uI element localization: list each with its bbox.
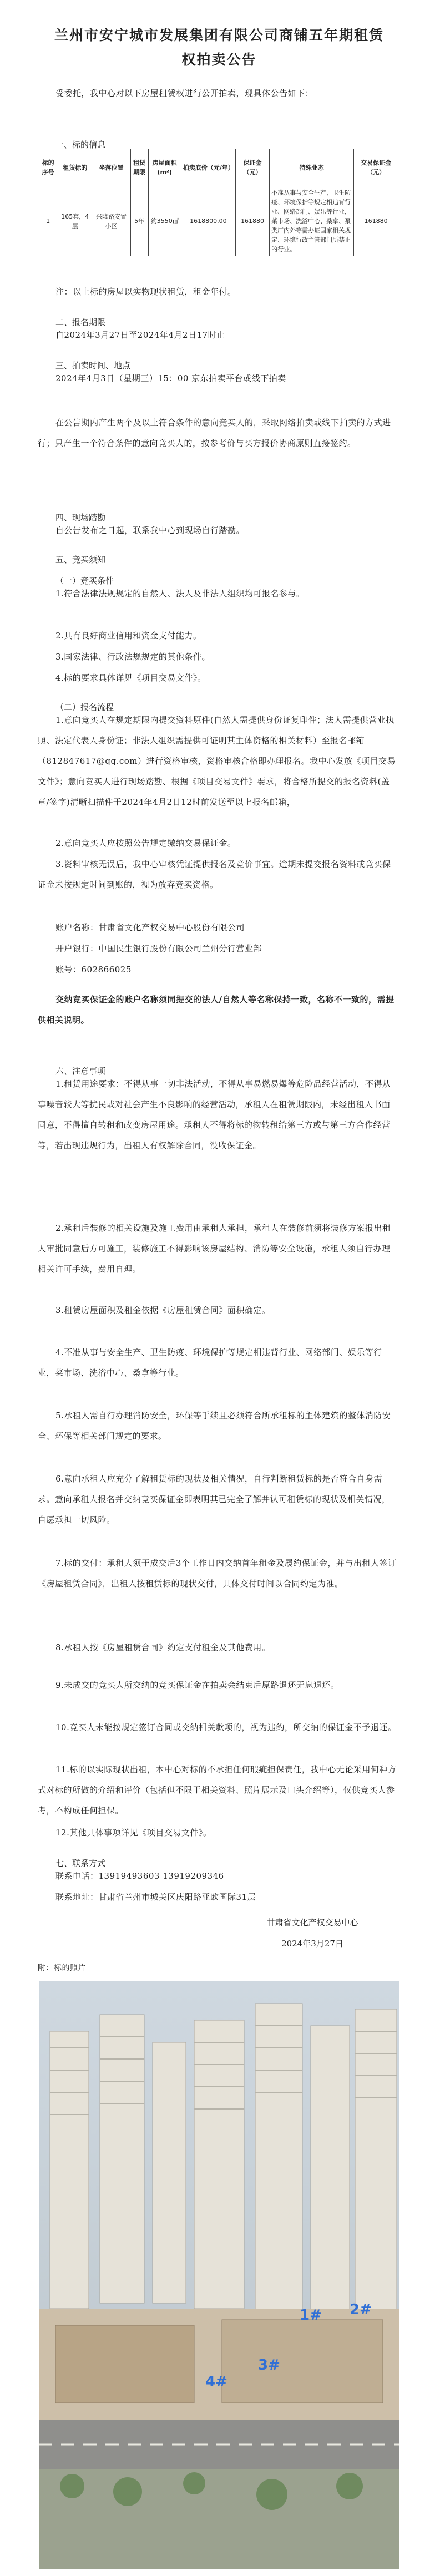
process-item: 1.意向竞买人在规定期限内提交资料原件(自然人需提供身份证复印件；法人需提供营业执照、法定代表人身份证；非法人组织需提供可证明其主体资格的相关材料）至报名邮箱（812847617@qq.com）进行资格审核，资格审核合格即办理报名。我中心发放《项目交易文件》；意向竞买人进行现场踏勘、根据《项目交易文件》要求，将合格所提交的报名资料(盖章/签字)清晰扫描件于2024年4月2日12时前发送至以上报名邮箱，: [38, 715, 396, 807]
table-header-cell: 租赁标的: [58, 149, 92, 186]
notice-item: 6.意向承租人应充分了解租赁标的现状及相关情况，自行判断租赁标的是否符合自身需求。意向承租人报名并交纳竞买保证金即表明其已完全了解并认可租赁标的现状及相关情况，自愿承担一切风险。: [38, 1474, 391, 1525]
table-cell: 1618800.00: [181, 186, 235, 256]
notice-item: 2.承租后装修的相关设施及施工费用由承租人承担，承租人在装修前须将装修方案报出租人审批同意后方可施工，装修施工不得影响该房屋结构、消防等安全设施，承租人须自行办理相关许可手续，费用自理。: [38, 1223, 391, 1274]
table-header-row: [38, 149, 398, 186]
table-header-cell: 房屋面积(m²): [148, 149, 181, 186]
inspection-text: 自公告发布之日起，联系我中心到现场自行踏勘。: [55, 525, 245, 535]
process-item: 2.意向竞买人应按照公告规定缴纳交易保证金。: [55, 838, 236, 848]
condition-item: 3.国家法律、行政法规规定的其他条件。: [55, 652, 210, 662]
notice-item: 9.未成交的竞买人所交纳的竞买保证金在拍卖会结束后原路退还无息退还。: [55, 1680, 340, 1690]
contact-phone: 联系电话：13919493603 13919209346: [55, 1871, 224, 1881]
account-number: 账号：602866025: [55, 965, 132, 975]
section-heading-contact: 七、联系方式: [55, 1858, 106, 1868]
table-cell: 5年: [130, 186, 148, 256]
table-cell: 不准从事与安全生产、卫生防疫、环境保护等规定相违背行业、网络部门、娱乐等行业，菜市场、洗浴中心、桑拿、泵类厂内外等需办证国家相关规定、环境行政主管部门所禁止的行业。: [270, 186, 354, 256]
table-header-cell: 交易保证金（元）: [354, 149, 398, 186]
table-header-cell: 标的序号: [38, 149, 58, 186]
subheading-registration-process: （二）报名流程: [55, 702, 114, 712]
table-cell: 约3550㎡: [148, 186, 181, 256]
signature-date: 2024年3月27日: [281, 1939, 343, 1949]
table-note: 注：以上标的房屋以实物现状租赁，租金年付。: [55, 287, 236, 297]
table-cell: 161880: [354, 186, 398, 256]
table-row: [38, 186, 398, 256]
notice-item: 1.租赁用途要求：不得从事一切非法活动，不得从事易燃易爆等危险品经营活动，不得从事噪音较大等扰民或对社会产生不良影响的经营活动，承租人在租赁期限内，未经出租人书面同意，不得擅自转租和改变房屋用途。承租人不得将标的物转租给第三方或与第三方合作经营等，若出现违规行为，出租人有权解除合同，没收保证金。: [38, 1079, 391, 1150]
table-cell: 161880: [236, 186, 270, 256]
contact-address: 联系地址：甘肃省兰州市城关区庆阳路亚欧国际31层: [55, 1892, 256, 1902]
condition-item: 4.标的要求具体详见《项目交易文件》。: [55, 673, 206, 683]
photo-tag: 1#: [300, 2307, 322, 2324]
section-heading-lot-info: 一、标的信息: [55, 140, 106, 150]
notice-item: 11.标的以实际现状出租，本中心对标的不承担任何瑕疵担保责任，我中心无论采用何种方式对标的所做的介绍和评价（包括但不限于相关资料、照片展示及口头介绍等），仅供竞买人参考，不构成任何担保。: [38, 1764, 397, 1816]
table-cell: 1: [38, 186, 58, 256]
notice-item: 3.租赁房屋面积及租金依据《房屋租赁合同》面积确定。: [55, 1305, 271, 1315]
notice-item: 7.标的交付：承租人须于成交后3个工作日内交纳首年租金及履约保证金，并与出租人签订《房屋租赁合同》，出租人按租赁标的现状交付，具体交付时间以合同约定为准。: [38, 1558, 397, 1589]
photo-tag: 2#: [350, 2301, 372, 2318]
lot-table: [38, 149, 398, 256]
section-heading-auction-time: 三、拍卖时间、地点: [55, 361, 131, 371]
aerial-building-illustration: [39, 1981, 399, 2569]
subheading-conditions: （一）竞买条件: [55, 576, 114, 586]
table-header-cell: 租赁期限: [130, 149, 148, 186]
notice-item: 8.承租人按《房屋租赁合同》约定支付租金及其他费用。: [55, 1642, 271, 1652]
process-item: 3.资料审核无误后，我中心审核凭证提供报名及竞价事宜。逾期未提交报名资料或竞买保证金未按规定时间到账的，视为放弃竞买资格。: [38, 859, 391, 890]
notice-item: 10.竞买人未能按规定签订合同或交纳相关款项的，视为违约，所交纳的保证金不予退还。: [55, 1722, 397, 1732]
photo-tag: 3#: [258, 2357, 280, 2374]
table-header-cell: 保证金（元）: [236, 149, 270, 186]
property-photo: [39, 1981, 399, 2569]
notice-item: 4.不准从事与安全生产、卫生防疫、环境保护等规定相违背行业、网络部门、娱乐等行业，菜市场、洗浴中心、桑拿等行业。: [38, 1347, 382, 1378]
notice-item: 12.其他具体事项详见《项目交易文件》。: [55, 1828, 212, 1838]
section-heading-bidding-notes: 五、竞买须知: [55, 555, 106, 565]
section-heading-inspection: 四、现场踏勘: [55, 513, 106, 523]
account-name: 账户名称：甘肃省文化产权交易中心股份有限公司: [55, 922, 245, 932]
table-header-cell: 坐落位置: [92, 149, 130, 186]
deposit-name-note: 交纳竞买保证金的账户名称须同提交的法人/自然人等名称保持一致，名称不一致的，需提供相关说明。: [38, 995, 395, 1025]
table-cell: 165套，4层: [58, 186, 92, 256]
intro-paragraph: 受委托，我中心对以下房屋租赁权进行公开拍卖，现具体公告如下：: [55, 88, 314, 98]
table-header-cell: 特殊业态: [270, 149, 354, 186]
condition-item: 1.符合法律法规规定的自然人、法人及非法人组织均可报名参与。: [55, 589, 305, 599]
page-title: 兰州市安宁城市发展集团有限公司商铺五年期租赁权拍卖公告: [54, 27, 384, 68]
table-cell: 兴隆路安置小区: [92, 186, 130, 256]
table-header-cell: 拍卖底价（元/年）: [181, 149, 235, 186]
photo-caption: 附：标的照片: [38, 1964, 86, 1972]
section-heading-notices: 六、注意事项: [55, 1066, 106, 1076]
auction-rule-paragraph: 在公告期内产生两个及以上符合条件的意向竞买人的，采取网络拍卖或线下拍卖的方式进行；只产生一个符合条件的意向竞买人的，按参考价与买方报价协商原则直接签约。: [38, 418, 391, 448]
account-bank: 开户银行：中国民生银行股份有限公司兰州分行营业部: [55, 944, 262, 954]
registration-period: 自2024年3月27日至2024年4月2日17时止: [55, 330, 225, 340]
section-heading-registration: 二、报名期限: [55, 317, 106, 327]
condition-item: 2.具有良好商业信用和资金支付能力。: [55, 631, 202, 641]
notice-item: 5.承租人需自行办理消防安全，环保等手续且必须符合所承租标的主体建筑的整体消防安全、环保等相关部门规定的要求。: [38, 1411, 391, 1441]
auction-time-text: 2024年4月3日（星期三）15：00 京东拍卖平台或线下拍卖: [55, 373, 286, 383]
photo-tag: 4#: [205, 2374, 227, 2390]
signature-org: 甘肃省文化产权交易中心: [266, 1918, 358, 1928]
